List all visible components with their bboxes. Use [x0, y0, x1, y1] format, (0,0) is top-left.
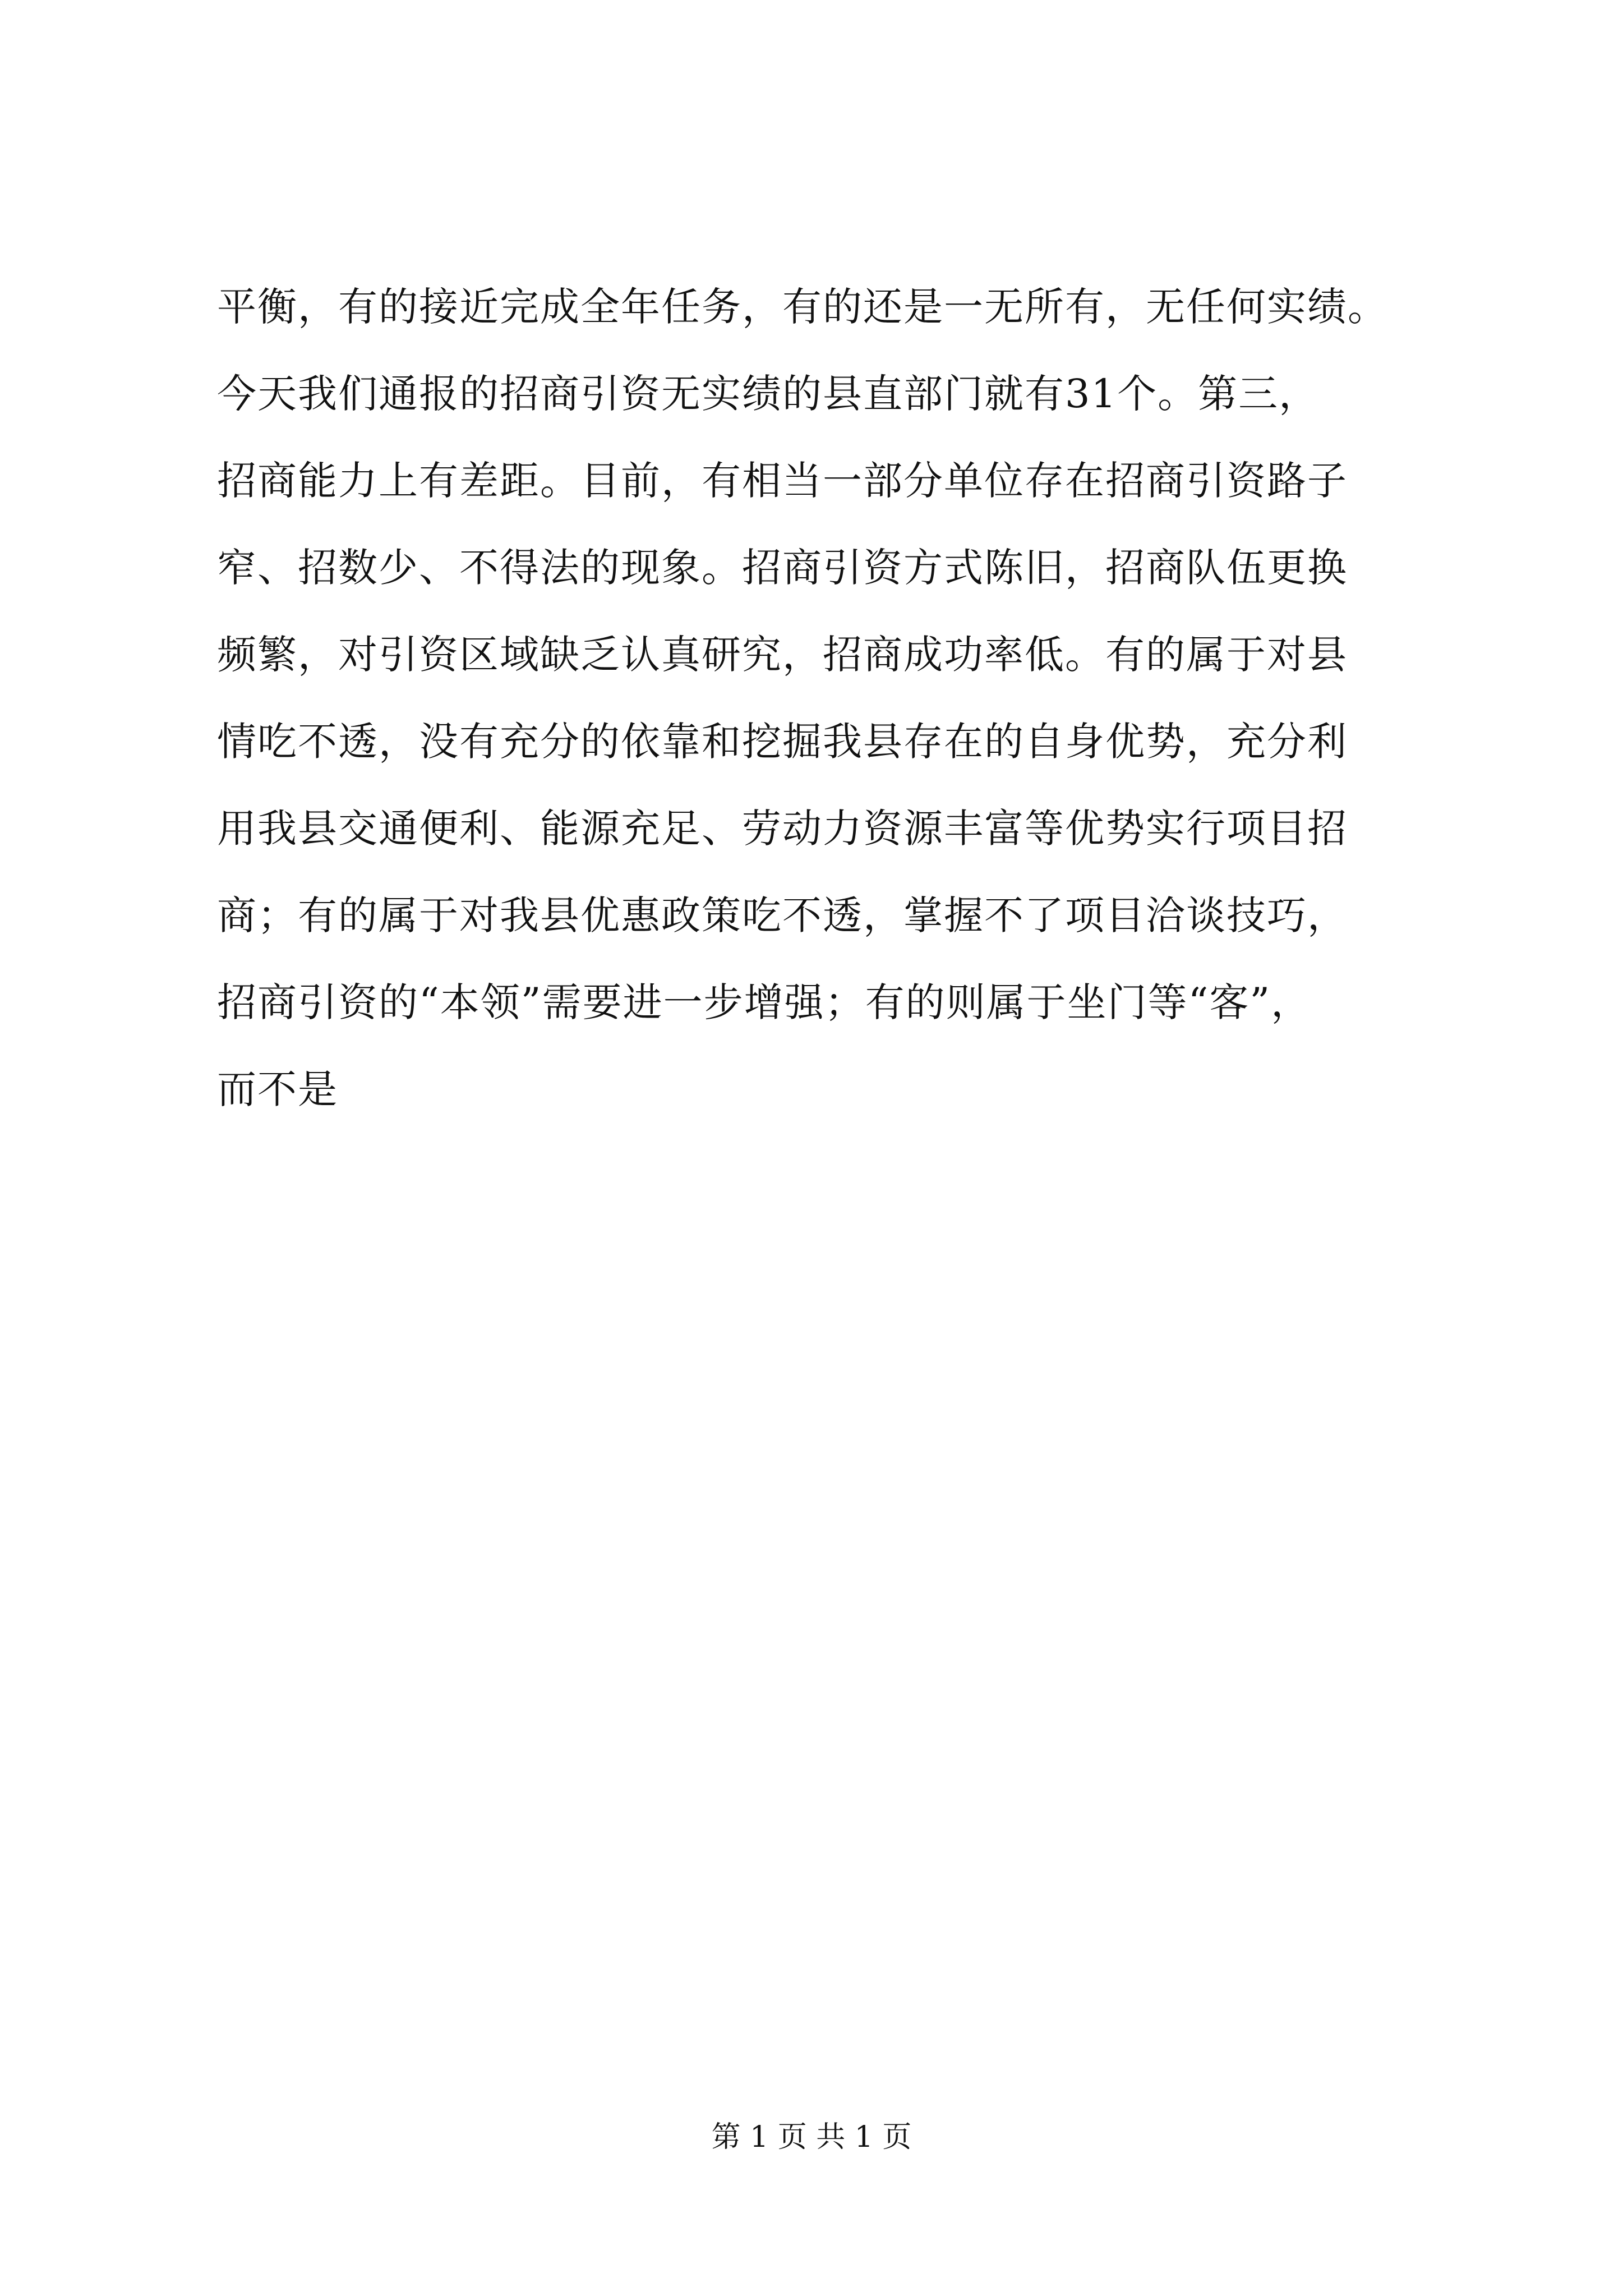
body-text: [217, 264, 1423, 1133]
text-line-1: 平衡，有的接近完成全年任务，有的还是一无所有，无任何实绩。: [217, 284, 1388, 330]
page-number: 第 1 页 共 1 页: [711, 2120, 912, 2154]
text-line-8: 商；有的属于对我县优惠政策吃不透，掌握不了项目洽谈技巧，: [217, 892, 1348, 938]
page-footer: [0, 2118, 1623, 2157]
text-line-10: 而不是: [217, 1066, 338, 1112]
text-line-3: 招商能力上有差距。目前，有相当一部分单位存在招商引资路子: [217, 458, 1348, 504]
text-line-4: 窄、招数少、不得法的现象。招商引资方式陈旧，招商队伍更换: [217, 545, 1348, 591]
text-line-9: 招商引资的“本领”需要进一步增强；有的则属于坐门等“客”，: [217, 979, 1312, 1025]
text-line-7: 用我县交通便利、能源充足、劳动力资源丰富等优势实行项目招: [217, 806, 1348, 852]
text-line-5: 频繁，对引资区域缺乏认真研究，招商成功率低。有的属于对县: [217, 632, 1348, 678]
text-line-2: 今天我们通报的招商引资无实绩的县直部门就有31个。第三，: [217, 371, 1320, 417]
text-line-6: 情吃不透，没有充分的依靠和挖掘我县存在的自身优势，充分利: [217, 719, 1348, 765]
